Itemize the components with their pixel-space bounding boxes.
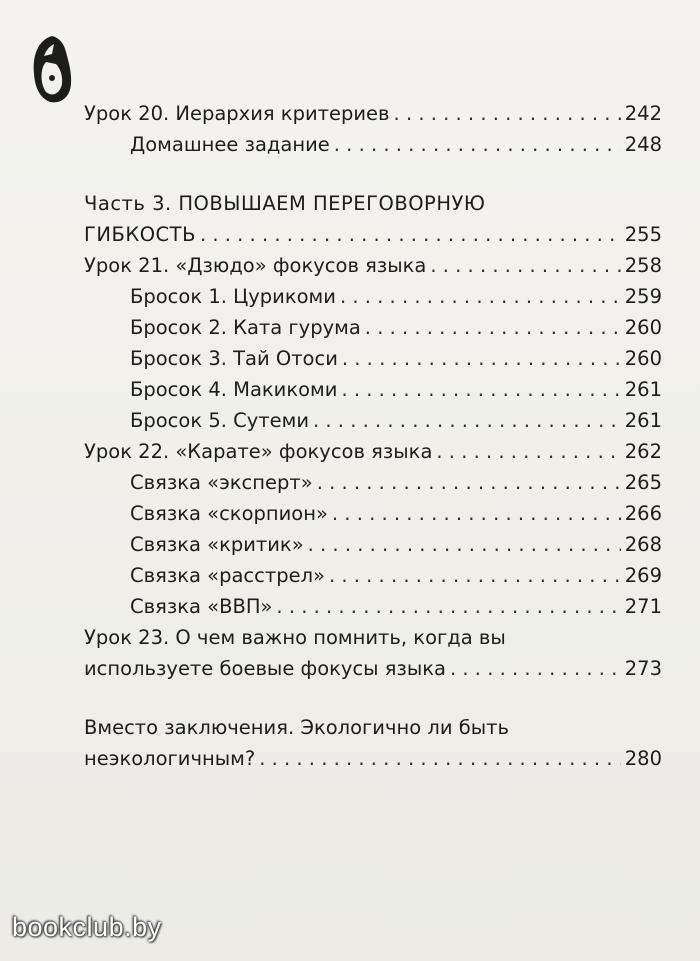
toc-entry-homework[interactable] xyxy=(84,129,662,160)
toc-entry-throw[interactable] xyxy=(84,281,662,312)
toc-page-number: 258 xyxy=(624,254,662,277)
toc-entry-title: Бросок 1. Цурикоми xyxy=(130,285,336,308)
toc-page-number: 273 xyxy=(624,657,662,680)
toc-entry-combo[interactable] xyxy=(84,467,662,498)
toc-entry-title: Домашнее задание xyxy=(130,133,330,156)
toc-entry-title: Бросок 5. Сутеми xyxy=(130,409,310,432)
toc-page-number: 268 xyxy=(624,533,662,556)
toc-page-number: 269 xyxy=(624,564,662,587)
dot-leader xyxy=(341,374,620,405)
toc-entry-title: Связка «эксперт» xyxy=(130,471,313,494)
toc-entry-title: Связка «скорпион» xyxy=(130,502,328,525)
toc-entry-title: используете боевые фокусы языка xyxy=(84,657,446,680)
toc-entry-combo[interactable] xyxy=(84,529,662,560)
toc-entry-throw[interactable] xyxy=(84,405,662,436)
dot-leader xyxy=(342,343,621,374)
toc-page-number: 280 xyxy=(624,747,662,770)
toc-entry-title: Бросок 4. Макикоми xyxy=(130,378,338,401)
penguin-logo-icon xyxy=(30,34,74,104)
toc-page-number: 260 xyxy=(624,347,662,370)
dot-leader xyxy=(200,219,621,250)
toc-entry-title: неэкологичным? xyxy=(84,747,256,770)
toc-entry-title: Бросок 2. Ката гурума xyxy=(130,316,361,339)
toc-entry-lesson-23[interactable] xyxy=(84,653,662,684)
toc-page-number: 259 xyxy=(624,285,662,308)
toc-conclusion-heading: Вместо заключения. Экологично ли быть xyxy=(84,716,509,739)
dot-leader xyxy=(332,498,621,529)
toc-page-number: 271 xyxy=(624,595,662,618)
dot-leader xyxy=(365,312,621,343)
toc-part-3-heading: Часть 3. ПОВЫШАЕМ ПЕРЕГОВОРНУЮ xyxy=(84,192,486,215)
toc-lesson-23-heading: Урок 23. О чем важно помнить, когда вы xyxy=(84,626,506,649)
dot-leader xyxy=(259,743,621,774)
toc-entry-title: Связка «ВВП» xyxy=(130,595,273,618)
toc-page-number: 266 xyxy=(624,502,662,525)
toc-page-number: 261 xyxy=(624,409,662,432)
toc-page-number: 265 xyxy=(624,471,662,494)
toc-entry-combo[interactable] xyxy=(84,498,662,529)
dot-leader xyxy=(276,591,620,622)
toc-entry-title: Бросок 3. Тай Отоси xyxy=(130,347,338,370)
table-of-contents xyxy=(84,98,662,774)
dot-leader xyxy=(394,98,621,129)
toc-entry-throw[interactable] xyxy=(84,312,662,343)
toc-entry-combo[interactable] xyxy=(84,591,662,622)
toc-entry-part-3[interactable] xyxy=(84,219,662,250)
dot-leader xyxy=(317,467,621,498)
toc-page-number: 248 xyxy=(624,133,662,156)
toc-entry-throw[interactable] xyxy=(84,343,662,374)
dot-leader xyxy=(340,281,621,312)
toc-entry-conclusion[interactable] xyxy=(84,743,662,774)
dot-leader xyxy=(436,436,620,467)
toc-entry-combo[interactable] xyxy=(84,560,662,591)
toc-entry-lesson-21[interactable] xyxy=(84,250,662,281)
toc-page-number: 260 xyxy=(624,316,662,339)
dot-leader xyxy=(334,129,621,160)
dot-leader xyxy=(430,250,620,281)
dot-leader xyxy=(450,653,621,684)
toc-entry-title: Урок 20. Иерархия критериев xyxy=(84,102,390,125)
toc-entry-title: Связка «расстрел» xyxy=(130,564,325,587)
toc-entry-lesson-20[interactable] xyxy=(84,98,662,129)
site-watermark: bookclub.by xyxy=(12,912,162,942)
toc-page-number: 255 xyxy=(624,223,662,246)
dot-leader xyxy=(313,405,621,436)
toc-entry-title: Урок 21. «Дзюдо» фокусов языка xyxy=(84,254,427,277)
dot-leader xyxy=(329,560,621,591)
toc-entry-throw[interactable] xyxy=(84,374,662,405)
toc-entry-title: ГИБКОСТЬ xyxy=(84,223,196,246)
dot-leader xyxy=(308,529,621,560)
toc-page-number: 262 xyxy=(624,440,662,463)
toc-entry-lesson-22[interactable] xyxy=(84,436,662,467)
toc-page-number: 261 xyxy=(624,378,662,401)
toc-page-number: 242 xyxy=(624,102,662,125)
toc-entry-title: Связка «критик» xyxy=(130,533,304,556)
toc-entry-title: Урок 22. «Карате» фокусов языка xyxy=(84,440,433,463)
